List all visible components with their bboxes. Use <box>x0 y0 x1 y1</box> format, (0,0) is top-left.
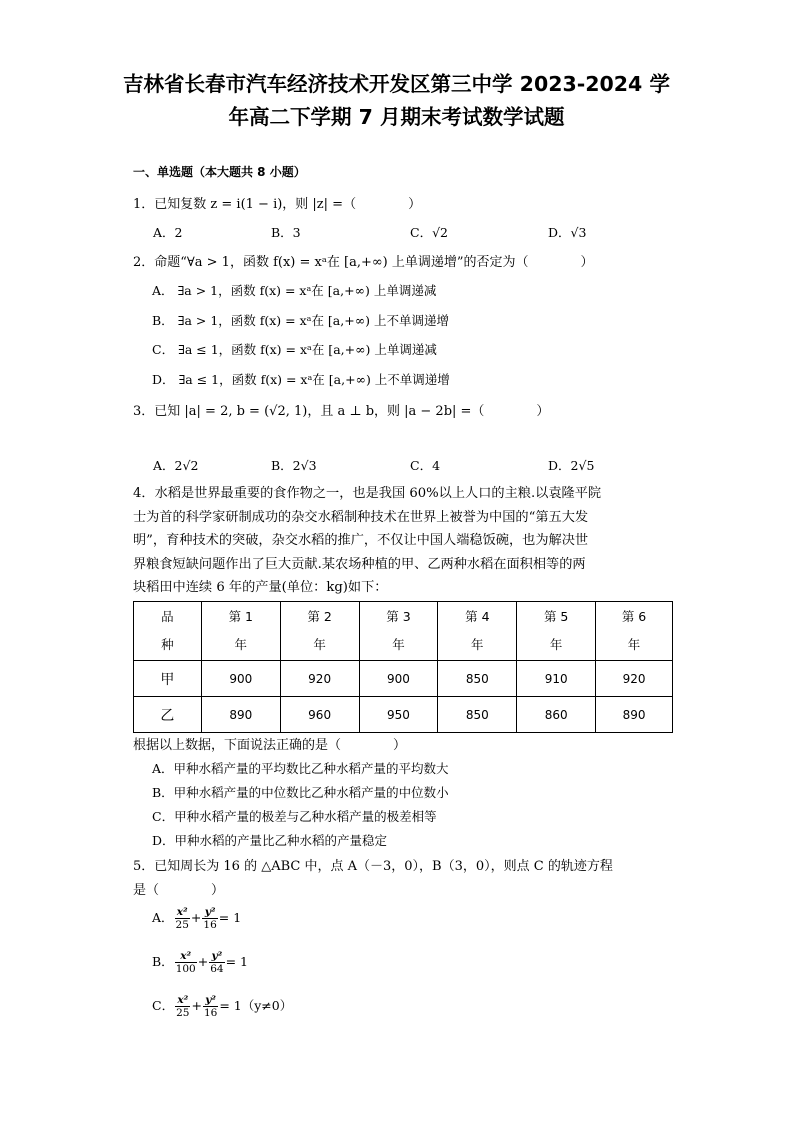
q1-stem: 1．已知复数 z = i(1 − i)，则 |z| =（ ） <box>133 197 422 212</box>
q4-option-a: A．甲种水稻产量的平均数比乙种水稻产量的平均数大 <box>152 761 449 776</box>
header-year-1: 第 1 年 <box>201 602 280 661</box>
q3-option-a: A．2√2 <box>153 458 199 473</box>
table-cell: 960 <box>280 697 359 733</box>
table-cell: 900 <box>359 661 438 697</box>
q2-stem: 2．命题“∀a > 1，函数 f(x) = xᵃ在 [a,+∞) 上单调递增”的否定为（ ） <box>133 255 594 270</box>
q4-option-c: C．甲种水稻产量的极差与乙种水稻产量的极差相等 <box>152 809 437 824</box>
table-cell: 850 <box>438 697 517 733</box>
q5-option-c: C． $\frac{\text{x²}}{25}$ + $\frac{\text{y²}}{16}$ = 1（y≠0） <box>152 994 293 1019</box>
q1-option-a: A．2 <box>153 225 183 240</box>
q3-stem: 3．已知 |a| = 2, b = (√2, 1)，且 a ⊥ b，则 |a − 2b| =（ ） <box>133 404 550 419</box>
header-year-5: 第 5 年 <box>517 602 596 661</box>
q4-paragraph <box>133 482 673 600</box>
q1-option-d: D．√3 <box>548 225 587 240</box>
q4-line-3: 明”，育种技术的突破，杂交水稻的推广，不仅让中国人端稳饭碗，也为解决世 <box>133 533 589 548</box>
q3-option-d: D．2√5 <box>548 458 595 473</box>
q4-line-5: 块稻田中连续 6 年的产量(单位：kg)如下： <box>133 580 388 595</box>
yield-table <box>133 601 673 733</box>
q4-option-b: B．甲种水稻产量的中位数比乙种水稻产量的中位数小 <box>152 785 449 800</box>
table-row <box>134 697 673 733</box>
q5-option-a: A． $\frac{\text{x²}}{25}$ + $\frac{\text{y²}}{16}$ = 1 <box>152 906 242 931</box>
table-row <box>134 661 673 697</box>
header-variety: 品 种 <box>134 602 202 661</box>
q2-option-a: A． ∃a > 1，函数 f(x) = xᵃ在 [a,+∞) 上单调递减 <box>152 283 437 298</box>
q4-option-d: D．甲种水稻的产量比乙种水稻的产量稳定 <box>152 833 388 848</box>
q2-option-b: B． ∃a > 1，函数 f(x) = xᵃ在 [a,+∞) 上不单调递增 <box>152 313 449 328</box>
table-cell: 乙 <box>134 697 202 733</box>
header-year-3: 第 3 年 <box>359 602 438 661</box>
table-cell: 890 <box>201 697 280 733</box>
exam-title <box>120 68 673 134</box>
q5-stem-line-1: 5．已知周长为 16 的 △ABC 中，点 A（－3，0），B（3，0），则点 C 的轨迹方程 <box>133 859 613 874</box>
q2-option-c: C． ∃a ≤ 1，函数 f(x) = xᵃ在 [a,+∞) 上单调递减 <box>152 342 437 357</box>
q3-option-b: B．2√3 <box>271 458 317 473</box>
q2-option-d: D． ∃a ≤ 1，函数 f(x) = xᵃ在 [a,+∞) 上不单调递增 <box>152 372 450 387</box>
title-line-2: 年高二下学期 7 月期末考试数学试题 <box>228 105 565 129</box>
q3-option-c: C．4 <box>410 458 441 473</box>
table-header-row <box>134 602 673 661</box>
q5-stem-line-2: 是（ ） <box>133 883 225 898</box>
table-cell: 920 <box>596 661 673 697</box>
header-year-4: 第 4 年 <box>438 602 517 661</box>
table-cell: 850 <box>438 661 517 697</box>
header-year-2: 第 2 年 <box>280 602 359 661</box>
q1-option-b: B．3 <box>271 225 301 240</box>
q4-line-4: 界粮食短缺问题作出了巨大贡献.某农场种植的甲、乙两种水稻在面积相等的两 <box>133 556 586 572</box>
q5-option-b: B． $\frac{\text{x²}}{100}$ + $\frac{\text{y²}}{64}$ = 1 <box>152 950 248 975</box>
q4-line-2: 士为首的科学家研制成功的杂交水稻制种技术在世界上被誉为中国的“第五大发 <box>133 509 589 525</box>
table-cell: 890 <box>596 697 673 733</box>
table-cell: 甲 <box>134 661 202 697</box>
table-cell: 910 <box>517 661 596 697</box>
table-cell: 950 <box>359 697 438 733</box>
section-heading: 一、单选题（本大题共 8 小题） <box>133 165 306 179</box>
table-cell: 900 <box>201 661 280 697</box>
table-cell: 860 <box>517 697 596 733</box>
q4-line-1: 4．水稻是世界最重要的食作物之一，也是我国 60%以上人口的主粮.以袁隆平院 <box>133 486 602 501</box>
title-line-1: 吉林省长春市汽车经济技术开发区第三中学 2023-2024 学 <box>123 72 670 96</box>
q1-option-c: C．√2 <box>410 225 448 240</box>
header-year-6: 第 6 年 <box>596 602 673 661</box>
q4-question: 根据以上数据，下面说法正确的是（ ） <box>133 738 407 753</box>
table-cell: 920 <box>280 661 359 697</box>
